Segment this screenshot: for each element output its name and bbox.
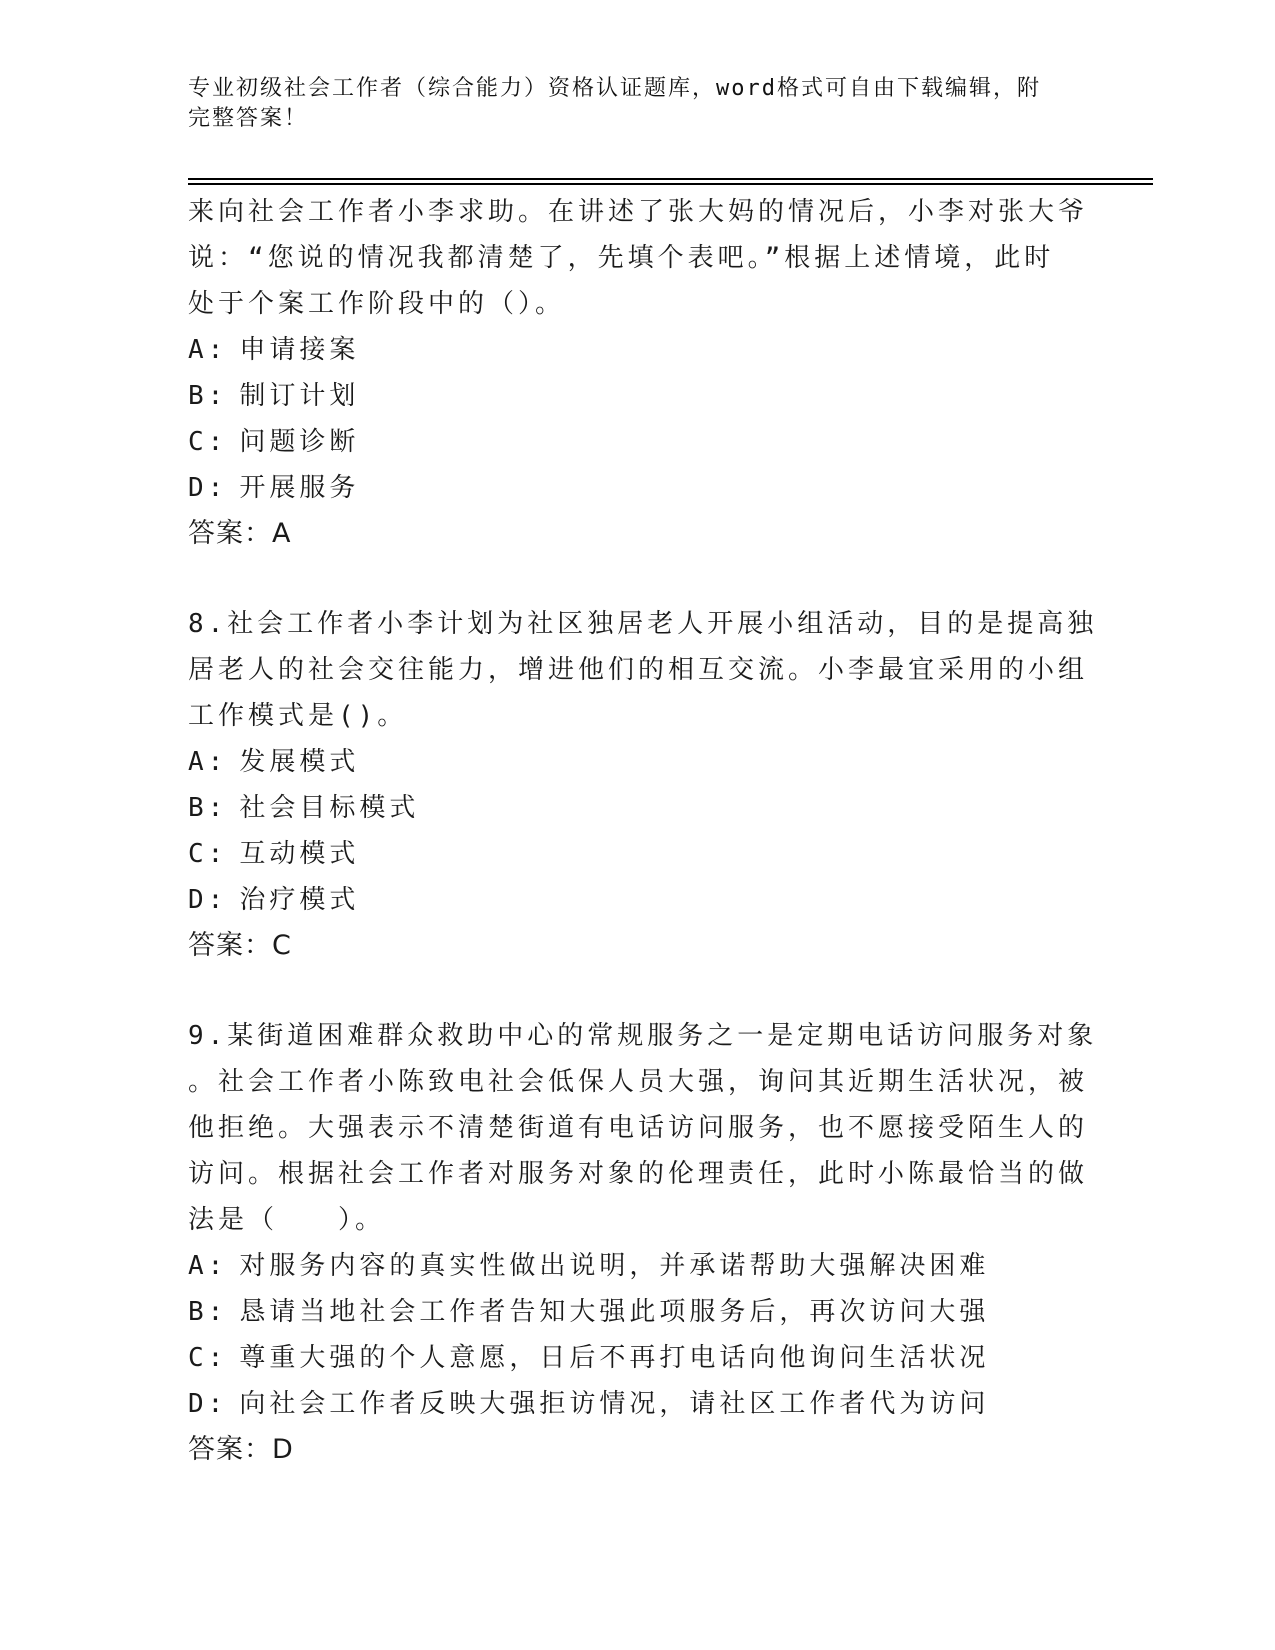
option-text: 社会目标模式 bbox=[239, 793, 420, 823]
header-line-2: 完整答案！ bbox=[188, 106, 309, 131]
option-a bbox=[188, 739, 1068, 785]
question-stem-line: 他拒绝。大强表示不清楚街道有电话访问服务，也不愿接受陌生人的 bbox=[188, 1113, 1089, 1143]
question-stem-line: 说：“您说的情况我都清楚了，先填个表吧。”根据上述情境，此时 bbox=[188, 243, 1055, 273]
answer-line: 答案：A bbox=[188, 518, 292, 549]
header-divider-top bbox=[188, 178, 1153, 180]
option-text: 尊重大强的个人意愿，日后不再打电话向他询问生活状况 bbox=[239, 1343, 990, 1373]
option-text: 发展模式 bbox=[239, 747, 360, 777]
option-text: 向社会工作者反映大强拒访情况，请社区工作者代为访问 bbox=[239, 1389, 990, 1419]
option-key: B: bbox=[188, 1297, 228, 1327]
option-d bbox=[188, 1381, 1068, 1427]
option-text: 制订计划 bbox=[239, 381, 360, 411]
option-text: 问题诊断 bbox=[239, 427, 360, 457]
option-key: C: bbox=[188, 427, 228, 457]
question-block-8 bbox=[188, 601, 1098, 969]
answer-line: 答案：D bbox=[188, 1434, 294, 1465]
question-spacer bbox=[188, 969, 1068, 1013]
question-stem-line: 9.某街道困难群众救助中心的常规服务之一是定期电话访问服务对象 bbox=[188, 1021, 1098, 1051]
option-a bbox=[188, 1243, 1068, 1289]
question-block-9 bbox=[188, 1013, 1098, 1473]
option-d bbox=[188, 465, 1068, 511]
option-key: C: bbox=[188, 1343, 228, 1373]
question-stem-line: 访问。根据社会工作者对服务对象的伦理责任，此时小陈最恰当的做 bbox=[188, 1159, 1089, 1189]
header-line-1: 专业初级社会工作者（综合能力）资格认证题库，word格式可自由下载编辑，附 bbox=[188, 76, 1041, 101]
question-stem-line: 来向社会工作者小李求助。在讲述了张大妈的情况后，小李对张大爷 bbox=[188, 197, 1089, 227]
header-divider-bottom bbox=[188, 183, 1153, 185]
option-b bbox=[188, 1289, 1068, 1335]
option-key: B: bbox=[188, 381, 228, 411]
option-c bbox=[188, 831, 1068, 877]
question-stem-line: 处于个案工作阶段中的（）。 bbox=[188, 289, 566, 319]
option-text: 互动模式 bbox=[239, 839, 360, 869]
page-header bbox=[188, 74, 1068, 134]
question-block-7 bbox=[188, 189, 1089, 557]
option-key: D: bbox=[188, 473, 228, 503]
question-stem-line: 居老人的社会交往能力，增进他们的相互交流。小李最宜采用的小组 bbox=[188, 655, 1089, 685]
option-key: A: bbox=[188, 1251, 228, 1281]
question-stem-line: 。社会工作者小陈致电社会低保人员大强，询问其近期生活状况，被 bbox=[188, 1067, 1089, 1097]
question-stem-line: 法是（ ）。 bbox=[188, 1205, 386, 1235]
option-key: B: bbox=[188, 793, 228, 823]
option-text: 开展服务 bbox=[239, 473, 360, 503]
option-b bbox=[188, 373, 1068, 419]
question-stem-line: 8.社会工作者小李计划为社区独居老人开展小组活动，目的是提高独 bbox=[188, 609, 1098, 639]
option-key: A: bbox=[188, 747, 228, 777]
option-a bbox=[188, 327, 1068, 373]
option-c bbox=[188, 419, 1068, 465]
option-text: 恳请当地社会工作者告知大强此项服务后，再次访问大强 bbox=[239, 1297, 990, 1327]
option-d bbox=[188, 877, 1068, 923]
option-c bbox=[188, 1335, 1068, 1381]
option-key: D: bbox=[188, 1389, 228, 1419]
answer-line: 答案：C bbox=[188, 930, 292, 961]
option-text: 治疗模式 bbox=[239, 885, 360, 915]
option-text: 对服务内容的真实性做出说明，并承诺帮助大强解决困难 bbox=[239, 1251, 990, 1281]
question-spacer bbox=[188, 557, 1068, 601]
option-b bbox=[188, 785, 1068, 831]
question-list bbox=[188, 189, 1098, 1473]
option-key: C: bbox=[188, 839, 228, 869]
option-text: 申请接案 bbox=[239, 335, 360, 365]
option-key: D: bbox=[188, 885, 228, 915]
option-key: A: bbox=[188, 335, 228, 365]
question-stem-line: 工作模式是()。 bbox=[188, 701, 408, 731]
